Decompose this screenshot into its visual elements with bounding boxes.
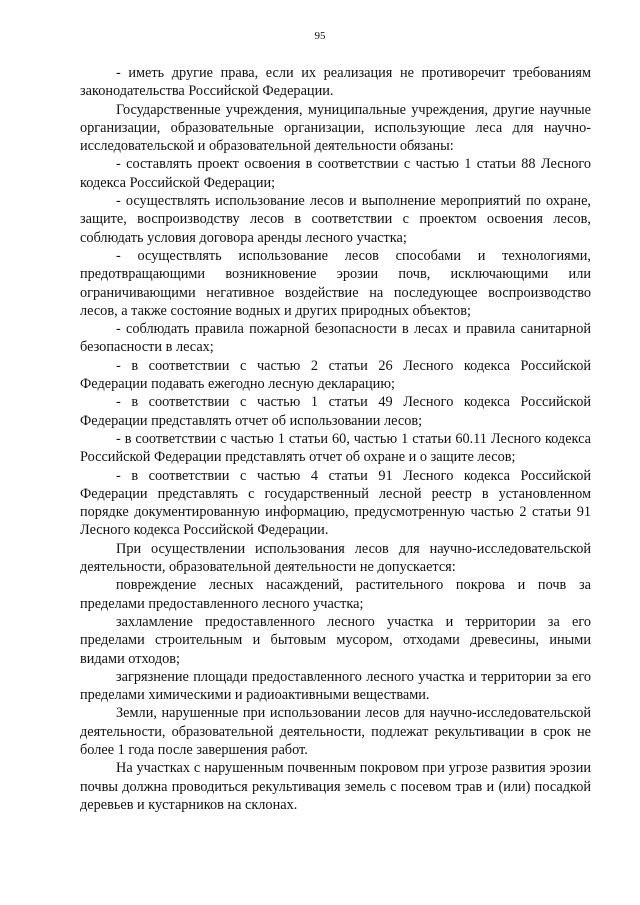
paragraph-erosion-recultivation: На участках с нарушенным почвенным покровом при угрозе развития эрозии почвы должна проводиться рекультивация земель с посевом трав и (или) посадкой деревьев и кустарников на склонах. xyxy=(80,760,591,813)
paragraph-damage: повреждение лесных насаждений, растительного покрова и почв за пределами предоставленного лесного участка; xyxy=(80,577,591,612)
paragraph-erosion-prevention: - осуществлять использование лесов способами и технологиями, предотвращающими возникновение эрозии почв, исключающими или ограничивающими негативное воздействие на последующее воспроизводство лесов, а также состояние водных и других природных объектов; xyxy=(80,247,591,319)
paragraph-protection-report: - в соответствии с частью 1 статьи 60, частью 1 статьи 60.11 Лесного кодекса Российской Федерации представлять отчет об охране и о защите лесов; xyxy=(80,430,591,466)
paragraph-other-rights: - иметь другие права, если их реализация не противоречит требованиям законодательства Российской Федерации. xyxy=(80,65,591,100)
paragraph-recultivation-term: Земли, нарушенные при использовании лесов для научно-исследовательской деятельности, образовательной деятельности, подлежат рекультивации в срок не более 1 года после завершения работ. xyxy=(80,705,591,758)
paragraph-pollution: загрязнение площади предоставленного лесного участка и территории за его пределами химическими и радиоактивными веществами. xyxy=(80,668,591,704)
paragraph-forest-use-measures: - осуществлять использование лесов и выполнение мероприятий по охране, защите, воспроизводству лесов в соответствии с проектом освоения лесов, соблюдать условия договора аренды лесного участка; xyxy=(80,193,591,246)
paragraph-fire-safety: - соблюдать правила пожарной безопасности в лесах и правила санитарной безопасности в лесах; xyxy=(80,321,591,356)
paragraph-development-project: - составлять проект освоения в соответствии с частью 1 статьи 88 Лесного кодекса Российской Федерации; xyxy=(80,156,591,191)
paragraph-not-permitted: При осуществлении использования лесов для научно-исследовательской деятельности, образовательной деятельности не допускается: xyxy=(80,540,591,576)
document-body xyxy=(80,64,591,814)
paragraph-forest-declaration: - в соответствии с частью 2 статьи 26 Лесного кодекса Российской Федерации подавать ежегодно лесную декларацию; xyxy=(80,357,591,393)
paragraph-littering: захламление предоставленного лесного участка и территории за его пределами строительным и бытовым мусором, отходами древесины, иными видами отходов; xyxy=(80,613,591,667)
paragraph-use-report: - в соответствии с частью 1 статьи 49 Лесного кодекса Российской Федерации представлять отчет об использовании лесов; xyxy=(80,394,591,429)
paragraph-forest-registry: - в соответствии с частью 4 статьи 91 Лесного кодекса Российской Федерации представлять с государственный лесной реестр в установленном порядке документированную информацию, предусмотренную частью 2 статьи 91 Лесного кодекса Российской Федерации. xyxy=(80,467,591,539)
paragraph-institutions-obligations: Государственные учреждения, муниципальные учреждения, другие научные организации, образовательные организации, использующие леса для научно-исследовательской и образовательной деятельности обязаны: xyxy=(80,101,591,155)
page-number: 95 xyxy=(314,30,326,42)
